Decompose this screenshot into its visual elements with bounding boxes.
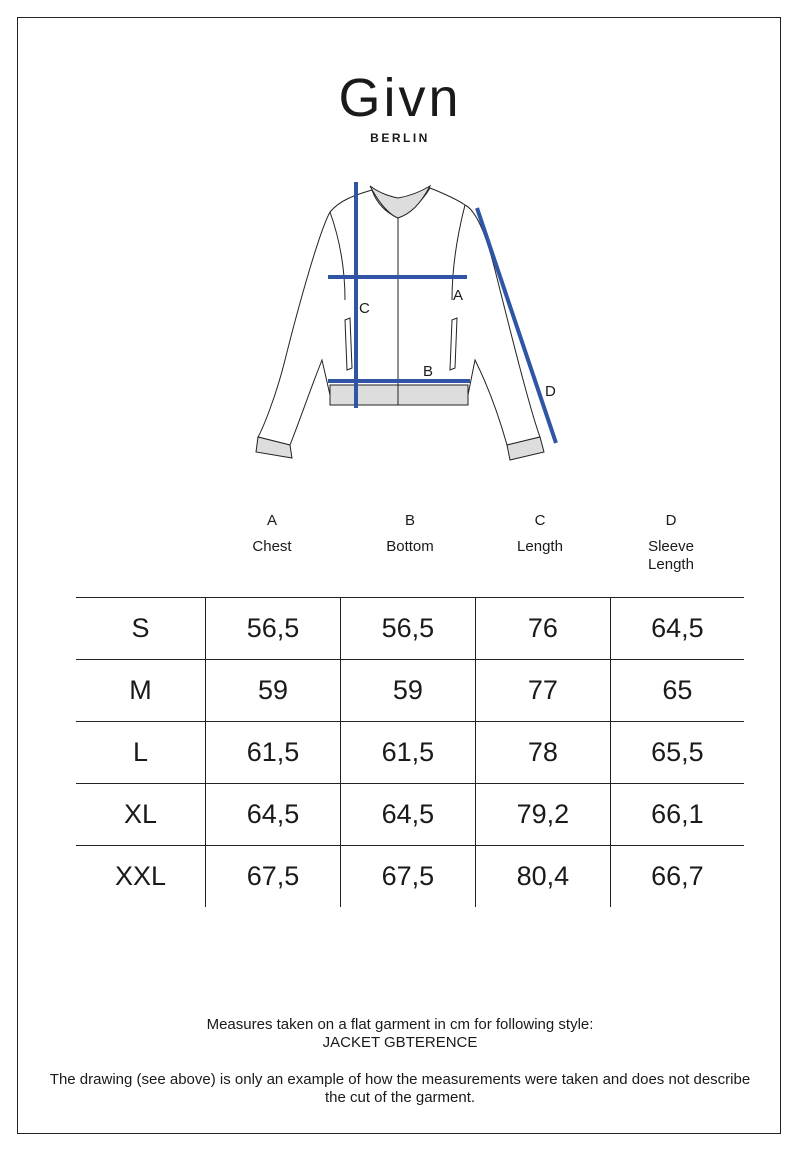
column-name: Chest xyxy=(252,538,292,555)
column-letter: C xyxy=(534,512,546,529)
column-name: Length xyxy=(517,538,563,555)
value-cell: 66,7 xyxy=(610,846,744,908)
table-row xyxy=(76,784,744,846)
size-cell: M xyxy=(76,660,206,722)
value-cell: 80,4 xyxy=(475,846,610,908)
value-cell: 59 xyxy=(340,660,475,722)
size-chart-table xyxy=(76,597,744,907)
measure-note: Measures taken on a flat garment in cm for following style: xyxy=(206,1016,594,1033)
left-sleeve-seam xyxy=(330,212,345,300)
column-name: Sleeve Length xyxy=(648,538,694,573)
size-cell: XXL xyxy=(114,861,167,891)
label-d: D xyxy=(545,383,556,400)
column-name: Bottom xyxy=(386,538,434,555)
brand-logo: Givn xyxy=(338,68,462,128)
column-letter: A xyxy=(266,512,277,529)
brand-subtitle: BERLIN xyxy=(370,131,430,145)
value-cell: 76 xyxy=(475,598,610,660)
value-cell: 64,5 xyxy=(610,598,744,660)
column-letter: D xyxy=(665,512,677,529)
size-cell: L xyxy=(76,722,206,784)
value-cell: 56,5 xyxy=(206,598,341,660)
value-cell: 61,5 xyxy=(340,722,475,784)
right-cuff xyxy=(507,437,544,460)
value-cell: 79,2 xyxy=(475,784,610,846)
column-letter: B xyxy=(404,512,415,529)
table-row xyxy=(76,598,744,660)
left-cuff xyxy=(256,437,292,458)
value-cell: 67,5 xyxy=(340,846,475,908)
column-header-chest xyxy=(207,512,337,556)
value-cell: 65,5 xyxy=(610,722,744,784)
size-cell: S xyxy=(76,598,206,660)
table-row xyxy=(76,660,744,722)
collar-rib xyxy=(370,186,430,218)
hem-rib xyxy=(330,385,468,405)
value-cell: 59 xyxy=(206,660,341,722)
column-header-length xyxy=(475,512,605,556)
label-b: B xyxy=(423,363,434,380)
disclaimer: The drawing (see above) is only an example of how the measurements were taken and does not describe the cut of the garment. xyxy=(49,1071,751,1106)
table-row xyxy=(76,846,744,908)
right-pocket xyxy=(450,318,457,370)
value-cell: 64,5 xyxy=(340,784,475,846)
column-header-sleeve-length xyxy=(606,512,736,574)
value-cell: 56,5 xyxy=(340,598,475,660)
value-cell: 78 xyxy=(475,722,610,784)
style-name: JACKET GBTERENCE xyxy=(322,1034,478,1051)
value-cell: 66,1 xyxy=(610,784,744,846)
left-pocket xyxy=(345,318,352,370)
measure-line-sleeve xyxy=(477,208,556,443)
label-c: C xyxy=(359,300,370,317)
value-cell: 67,5 xyxy=(206,846,341,908)
right-sleeve-seam xyxy=(452,205,465,300)
label-a: A xyxy=(453,287,464,304)
value-cell: 65 xyxy=(610,660,744,722)
jacket-body-outline xyxy=(258,188,540,445)
table-row xyxy=(76,722,744,784)
value-cell: 77 xyxy=(475,660,610,722)
value-cell: 64,5 xyxy=(206,784,341,846)
column-header-bottom xyxy=(345,512,475,556)
jacket-measurement-diagram xyxy=(240,175,580,465)
value-cell: 61,5 xyxy=(206,722,341,784)
size-cell: XL xyxy=(76,784,206,846)
